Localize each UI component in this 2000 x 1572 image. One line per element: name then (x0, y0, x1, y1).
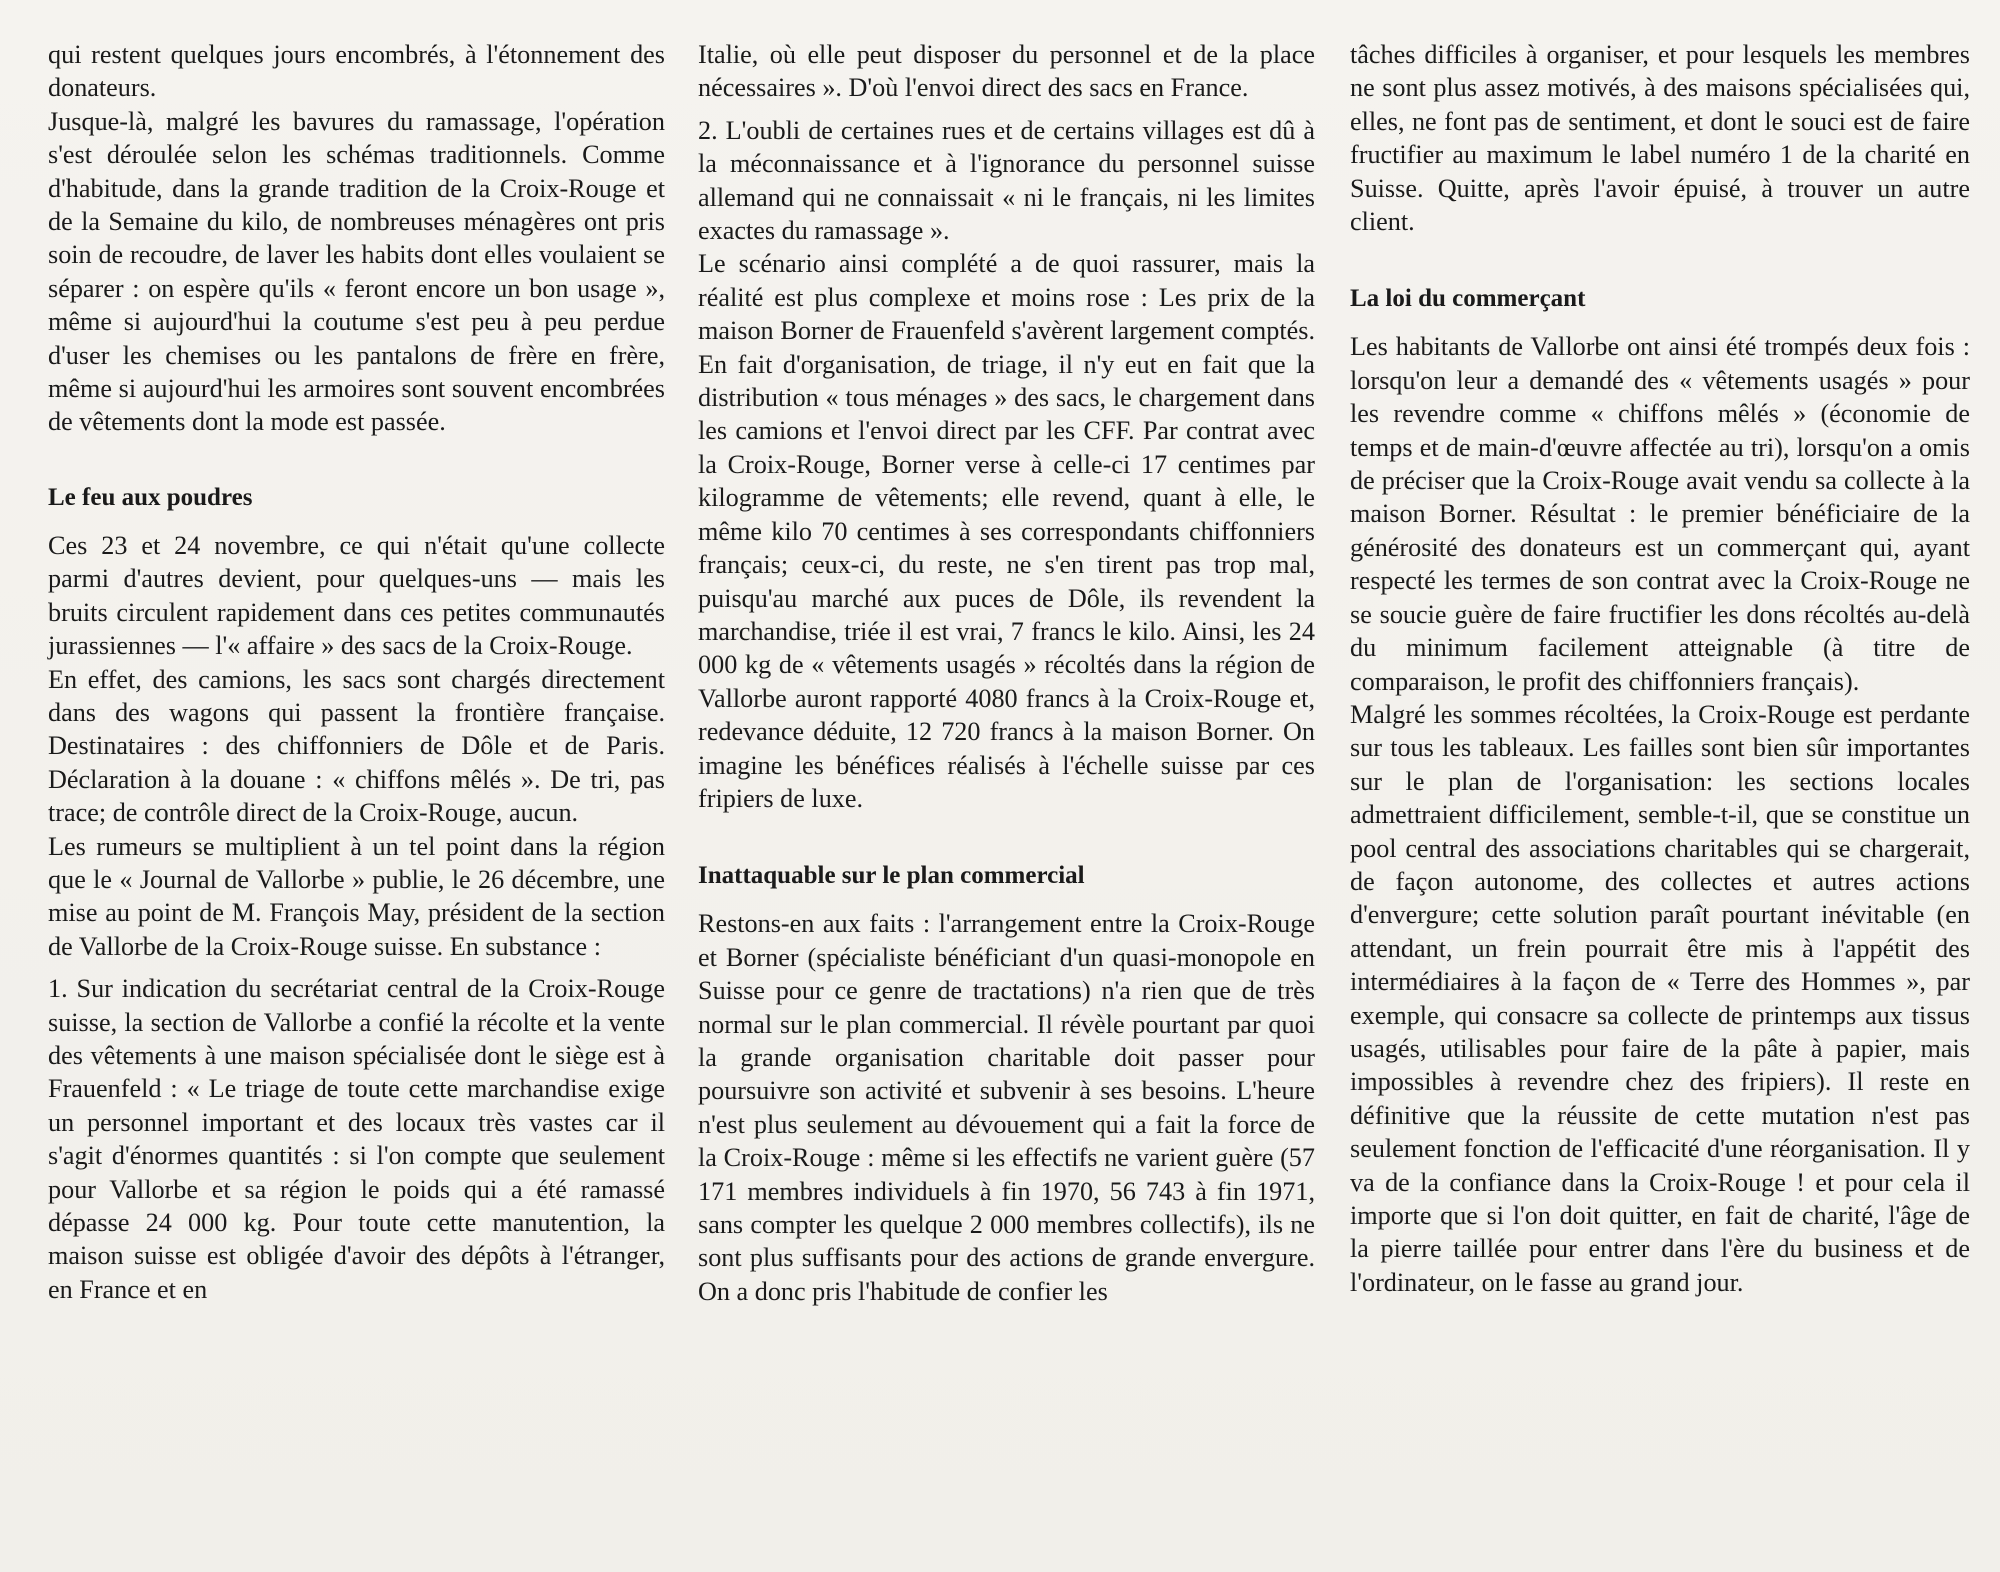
paragraph: Malgré les sommes récoltées, la Croix-Rouge est perdante sur tous les tableaux. Les failles sont bien sûr importantes sur le plan de l'organisation: les sections locales admettraient difficilement, semble-t-il, que se constitue un pool central des associations charitables qui se chargerait, de façon autonome, des collectes et autres actions d'envergure; cette solution paraît pourtant inévitable (en attendant, un frein pourrait être mis à l'appétit des intermédiaires à la façon de « Terre des Hommes », par exemple, qui consacre sa collecte de printemps aux tissus usagés, utilisables pour faire de la pâte à papier, mais impossibles à revendre chez des fripiers). Il reste en définitive que la réussite de cette mutation n'est pas seulement fonction de l'efficacité d'une réorganisation. Il y va de la confiance dans la Croix-Rouge ! et pour cela il importe que si l'on doit quitter, en fait de charité, l'âge de la pierre taillée pour entrer dans l'ère du business et de l'ordinateur, on le fasse au grand jour. (1350, 699, 1970, 1297)
section-heading-inattaquable: Inattaquable sur le plan commercial (698, 862, 1085, 890)
paragraph: qui restent quelques jours encombrés, à l'étonnement des donateurs. (48, 40, 665, 103)
paragraph: Ces 23 et 24 novembre, ce qui n'était qu'une collecte parmi d'autres devient, pour quelques-uns — mais les bruits circulent rapidement dans ces petites communautés jurassiennes — l'« affaire » des sacs de la Croix-Rouge. (48, 530, 665, 661)
paragraph: Le scénario ainsi complété a de quoi rassurer, mais la réalité est plus complexe et moins rose : Les prix de la maison Borner de Frauenfeld s'avèrent largement comptés. En fait d'organisation, de triage, il n'y eut en fait que la distribution « tous ménages » des sacs, le chargement dans les camions et l'envoi direct par les CFF. Par contrat avec la Croix-Rouge, Borner verse à celle-ci 17 centimes par kilogramme de vêtements; elle revend, quant à elle, le même kilo 70 centimes à ses correspondants chiffonniers français; ceux-ci, du reste, ne s'en tirent pas trop mal, puisqu'au marché aux puces de Dôle, ils revendent la marchandise, triée il est vrai, 7 francs le kilo. Ainsi, les 24 000 kg de « vêtements usagés » récoltés dans la région de Vallorbe auront rapporté 4080 francs à la Croix-Rouge et, redevance déduite, 12 720 francs à la maison Borner. On imagine les bénéfices réalisés à l'échelle suisse par ces fripiers de luxe. (698, 249, 1315, 813)
text-column-1 (48, 38, 665, 1306)
paragraph: Les habitants de Vallorbe ont ainsi été trompés deux fois : lorsqu'on leur a demandé des « vêtements usagés » pour les revendre comme « chiffons mêlés » (économie de temps et de main-d'œuvre affectée au tri), lorsqu'on a omis de préciser que la Croix-Rouge avait vendu sa collecte à la maison Borner. Résultat : le premier bénéficiaire de la générosité des donateurs est un commerçant qui, ayant respecté les termes de son contrat avec la Croix-Rouge ne se soucie guère de faire fructifier les dons récoltés au-delà du minimum facilement atteignable (à titre de comparaison, le profit des chiffonniers français). (1350, 332, 1970, 696)
paragraph: En effet, des camions, les sacs sont chargés directement dans des wagons qui passent la frontière française. Destinataires : des chiffonniers de Dôle et de Paris. Déclaration à la douane : « chiffons mêlés ». De tri, pas trace; de contrôle direct de la Croix-Rouge, aucun. (48, 664, 665, 828)
numbered-paragraph-2: 2. L'oubli de certaines rues et de certains villages est dû à la méconnaissance et à l'ignorance du personnel suisse allemand qui ne connaissait « ni le français, ni les limites exactes du ramassage ». (698, 115, 1315, 246)
paragraph: tâches difficiles à organiser, et pour lesquels les membres ne sont plus assez motivés, à des maisons spécialisées qui, elles, ne font pas de sentiment, et dont le souci est de faire fructifier au maximum le label numéro 1 de la charité en Suisse. Quitte, après l'avoir épuisé, à trouver un autre client. (1350, 40, 1970, 237)
paragraph: Italie, où elle peut disposer du personnel et de la place nécessaires ». D'où l'envoi direct des sacs en France. (698, 40, 1315, 103)
text-column-2 (698, 38, 1315, 1308)
section-heading-feu-aux-poudres: Le feu aux poudres (48, 483, 253, 511)
text-column-3 (1350, 38, 1970, 1299)
paragraph: Jusque-là, malgré les bavures du ramassage, l'opération s'est déroulée selon les schémas traditionnels. Comme d'habitude, dans la grande tradition de la Croix-Rouge et de la Semaine du kilo, de nombreuses ménagères ont pris soin de recoudre, de laver les habits dont elles voulaient se séparer : on espère qu'ils « feront encore un bon usage », même si aujourd'hui la coutume s'est peu à peu perdue d'user les chemises ou les pantalons de frère en frère, même si aujourd'hui les armoires sont souvent encombrées de vêtements dont la mode est passée. (48, 106, 665, 437)
numbered-paragraph-1: 1. Sur indication du secrétariat central de la Croix-Rouge suisse, la section de Vallorbe a confié la récolte et la vente des vêtements à une maison spécialisée dont le siège est à Frauenfeld : « Le triage de toute cette marchandise exige un personnel important et des locaux très vastes car il s'agit d'énormes quantités : si l'on compte que seulement pour Vallorbe et sa région le poids qui a été ramassé dépasse 24 000 kg. Pour toute cette manutention, la maison suisse est obligée d'avoir des dépôts à l'étranger, en France et en (48, 974, 665, 1304)
paragraph: Restons-en aux faits : l'arrangement entre la Croix-Rouge et Borner (spécialiste bénéficiant d'un quasi-monopole en Suisse pour ce genre de tractations) n'a rien que de très normal sur le plan commercial. Il révèle pourtant par quoi la grande organisation charitable doit passer pour poursuivre son activité et subvenir à ses besoins. L'heure n'est plus seulement au dévouement qui a fait la force de la Croix-Rouge : même si les effectifs ne varient guère (57 171 membres individuels à fin 1970, 56 743 à fin 1971, sans compter les quelque 2 000 membres collectifs), ils ne sont plus suffisants pour des actions de grande envergure. On a donc pris l'habitude de confier les (698, 909, 1315, 1306)
paragraph: Les rumeurs se multiplient à un tel point dans la région que le « Journal de Vallorbe » publie, le 26 décembre, une mise au point de M. François May, président de la section de Vallorbe de la Croix-Rouge suisse. En substance : (48, 831, 665, 961)
section-heading-loi-du-commercant: La loi du commerçant (1350, 285, 1586, 313)
